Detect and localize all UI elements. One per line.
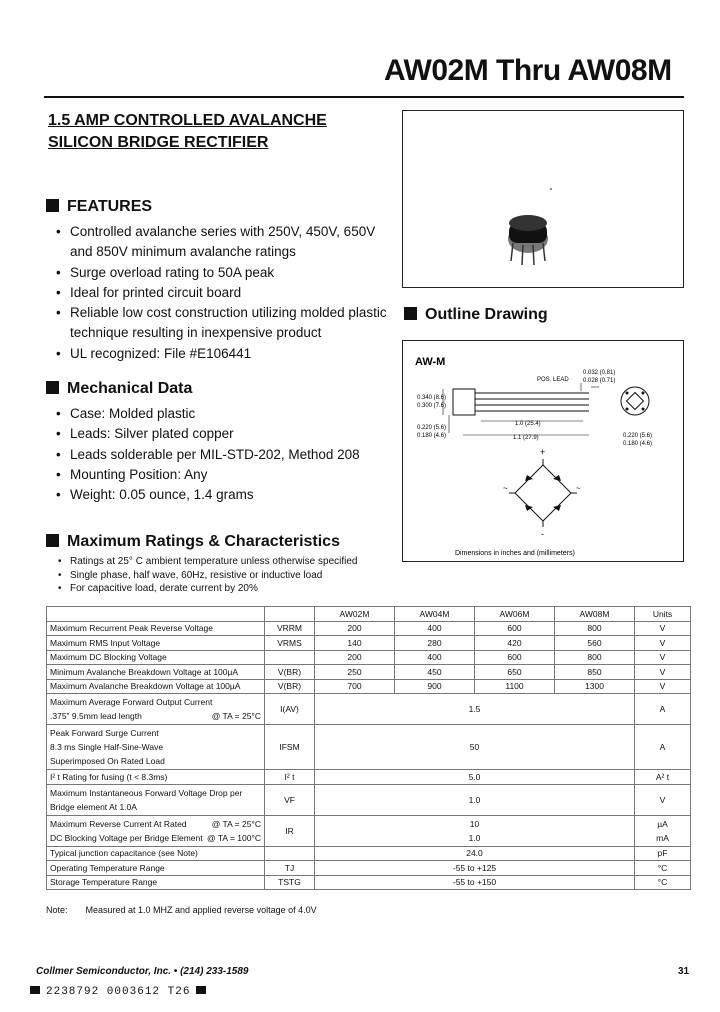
list-item: • Surge overload rating to 50A peak [50,263,390,283]
product-photo [402,110,684,288]
table-row: Operating Temperature Range TJ -55 to +125 °C [47,861,691,876]
dim-text: 0.220 (5.6) [623,433,653,439]
subtitle-line-1: 1.5 AMP CONTROLLED AVALANCHE [48,112,327,129]
list-item: • Leads: Silver plated copper [50,424,400,444]
table-note: Note: Measured at 1.0 MHZ and applied reverse voltage of 4.0V [46,905,317,915]
dim-text: 0.028 (0.71) [583,378,616,384]
dim-text: 0.340 (8.6) [417,395,447,401]
section-square-icon [46,199,59,212]
table-row: Peak Forward Surge Current 8.3 ms Single Half-Sine-Wave Superimposed On Rated Load IFSM 50 A [47,725,691,770]
bridge-rectifier-image [403,111,683,287]
table-row: Maximum DC Blocking Voltage 200 400 600 800 V [47,650,691,665]
drawing-caption: Dimensions in inches and (millimeters) [455,550,575,557]
column-header: Units [635,607,691,622]
ratings-heading: Maximum Ratings & Characteristics [46,533,340,551]
list-item: • Leads solderable per MIL-STD-202, Method 208 [50,445,400,465]
table-row: Typical junction capacitance (see Note) 24.0 pF [47,846,691,861]
subtitle-line-2: SILICON BRIDGE RECTIFIER [48,134,269,151]
table-row: Maximum RMS Input Voltage VRMS 140 280 420 560 V [47,636,691,651]
column-header: AW08M [555,607,635,622]
outline-drawing [402,340,684,562]
ratings-table [46,606,691,890]
mechanical-heading: Mechanical Data [46,380,192,398]
document-title: AW02M Thru AW08M [384,54,672,87]
section-square-icon [46,381,59,394]
dim-text: 0.220 (5.6) [417,425,447,431]
features-list [50,222,390,364]
dim-text: 0.180 (4.6) [417,433,447,439]
barcode-block-icon [30,986,40,994]
table-row: Maximum Reverse Current At Rated @ TA = 25°C DC Blocking Voltage per Bridge Element @ TA = 100°C IR 10 1.0 µA mA [47,815,691,846]
svg-text:+: + [540,447,546,457]
list-item: • Weight: 0.05 ounce, 1.4 grams [50,485,400,505]
table-row: Maximum Recurrent Peak Reverse Voltage VRRM 200 400 600 800 V [47,621,691,636]
barcode-line: 2238792 0003612 T26 [30,986,206,998]
outline-heading: Outline Drawing [404,306,548,324]
list-item: • UL recognized: File #E106441 [50,344,390,364]
outline-drawing-svg [403,341,683,561]
table-row: I² t Rating for fusing (t < 8.3ms) I² t 5.0 A² t [47,770,691,785]
column-header: AW06M [475,607,555,622]
dim-text: 1.1 (27.9) [513,435,539,441]
footer-company: Collmer Semiconductor, Inc. • (214) 233-1589 [36,966,249,977]
product-subtitle [48,110,327,154]
list-item: • Case: Molded plastic [50,404,400,424]
list-item: • Reliable low cost construction utilizing molded plastic technique resulting in inexpensive product [50,303,390,344]
dim-text: 0.300 (7.6) [417,403,447,409]
column-header: AW02M [315,607,395,622]
table-row: Minimum Avalanche Breakdown Voltage at 100µA V(BR) 250 450 650 850 V [47,665,691,680]
table-row: Storage Temperature Range TSTG -55 to +150 °C [47,875,691,890]
column-header: AW04M [395,607,475,622]
title-rule [44,96,684,98]
svg-text:~: ~ [503,484,508,493]
section-square-icon [404,307,417,320]
page-number: 31 [678,966,690,977]
features-heading: FEATURES [46,198,152,216]
svg-text:~: ~ [576,484,581,493]
package-label: AW-M [415,356,446,368]
table-header-row [47,607,691,622]
list-item: • For capacitive load, derate current by 20% [50,582,410,596]
dim-text: 1.0 (25.4) [515,421,541,427]
dim-text: 0.180 (4.6) [623,441,653,447]
barcode-block-icon [196,986,206,994]
svg-text:-: - [541,529,544,539]
list-item: • Ratings at 25° C ambient temperature unless otherwise specified [50,555,410,569]
list-item: • Ideal for printed circuit board [50,283,390,303]
mechanical-list [50,404,400,505]
pos-lead-label: POS. LEAD [537,377,569,383]
list-item: • Controlled avalanche series with 250V, 450V, 650V and 850V minimum avalanche ratings [50,222,390,263]
ratings-notes [50,555,410,596]
list-item: • Single phase, half wave, 60Hz, resistive or inductive load [50,569,410,583]
table-row: Maximum Average Forward Output Current .375" 9.5mm lead length @ TA = 25°C I(AV) 1.5 A [47,694,691,725]
list-item: • Mounting Position: Any [50,465,400,485]
table-row: Maximum Instantaneous Forward Voltage Drop per Bridge element At 1.0A VF 1.0 V [47,784,691,815]
dim-text: 0.032 (0.81) [583,370,616,376]
table-row: Maximum Avalanche Breakdown Voltage at 100µA V(BR) 700 900 1100 1300 V [47,679,691,694]
section-square-icon [46,534,59,547]
